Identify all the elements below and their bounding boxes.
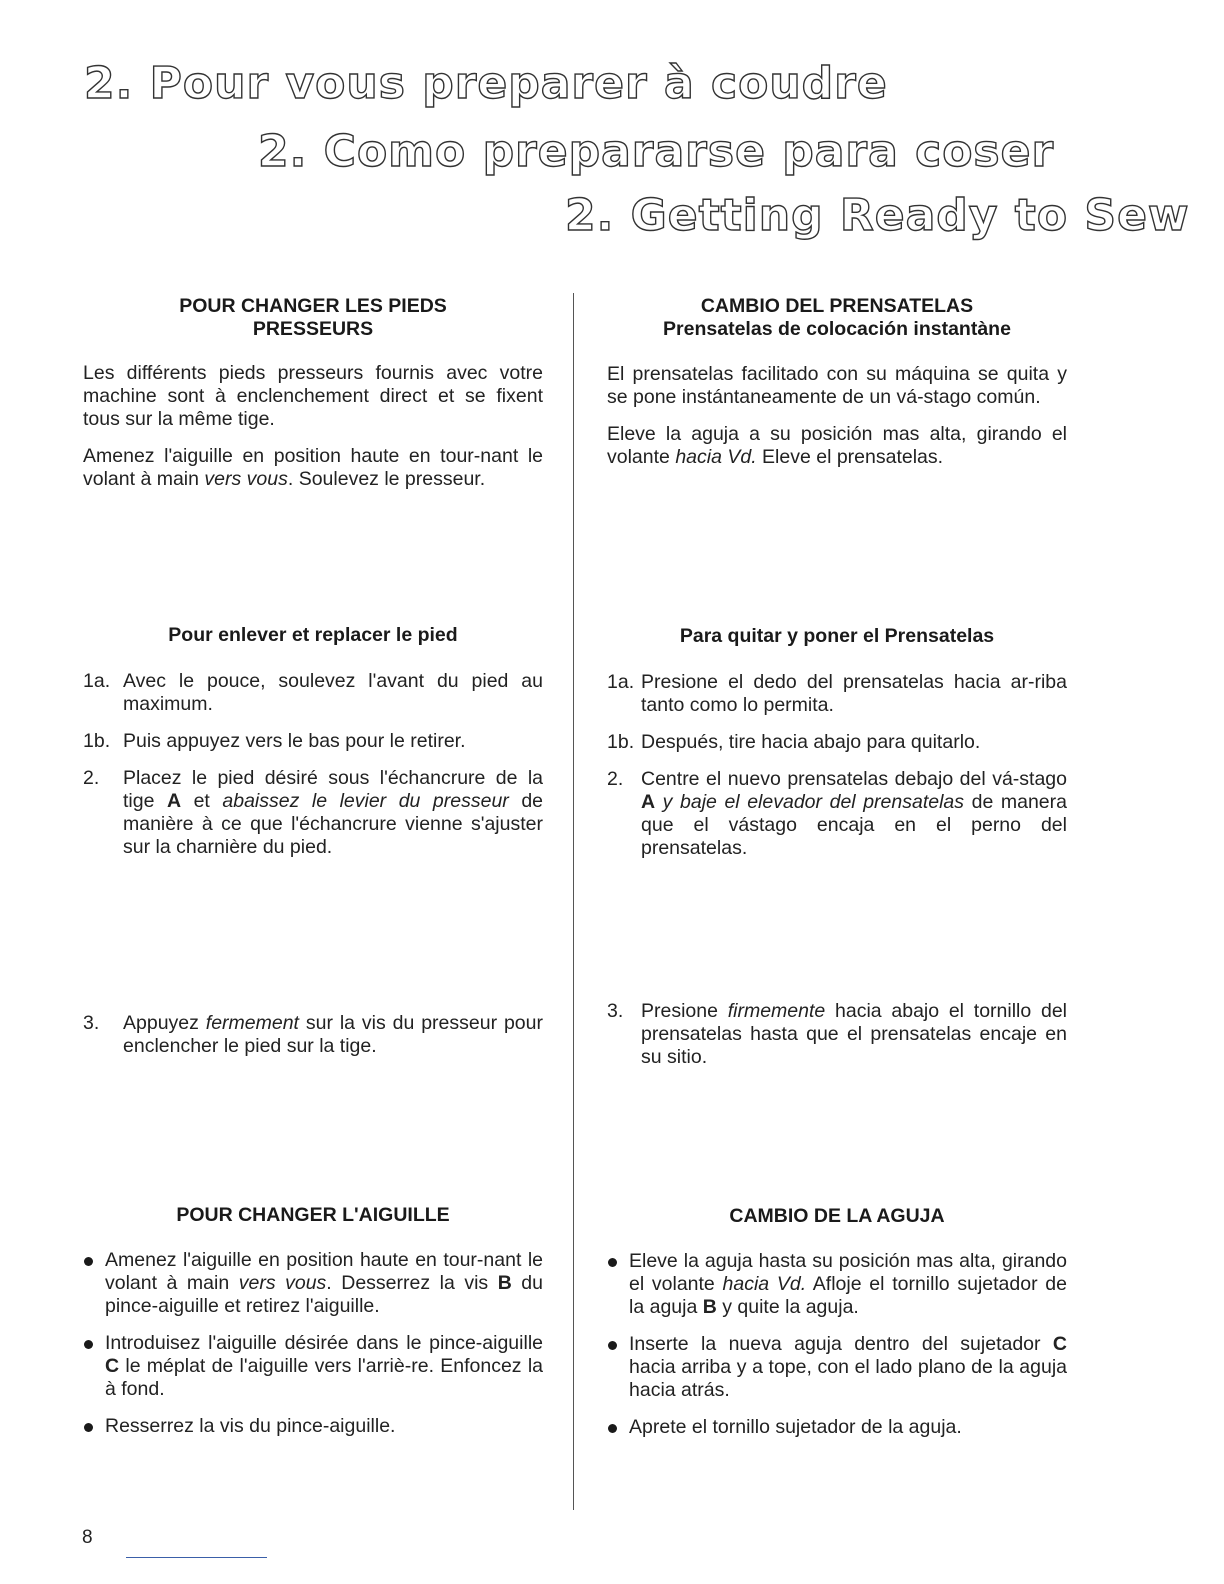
es-step-1a: 1a. Presione el dedo del prensatelas hacia ar-riba tanto como lo permita. [607, 671, 1067, 716]
title-spanish: 2. Como prepararse para coser [258, 126, 1055, 177]
fr-bullet-3: Resserrez la vis du pince-aiguille. [83, 1415, 543, 1438]
es-bullet-3: Aprete el tornillo sujetador de la aguja. [607, 1416, 1067, 1439]
title-french: 2. Pour vous preparer à coudre [84, 58, 888, 109]
es-bullet-1: Eleve la aguja hasta su posición mas alta, girando el volante hacia Vd. Afloje el tornillo sujetador de la aguja B y quite la aguja. [607, 1250, 1067, 1319]
fr-section-presser-feet [83, 295, 543, 505]
bullet-dot-icon [608, 1258, 617, 1267]
es-section-step3 [607, 1000, 1067, 1083]
fr-step-1b: 1b. Puis appuyez vers le bas pour le retirer. [83, 730, 466, 752]
bullet-dot-icon [84, 1340, 93, 1349]
es-heading-needle: CAMBIO DE LA AGUJA [729, 1205, 945, 1227]
fr-heading-remove-foot: Pour enlever et replacer le pied [168, 624, 458, 646]
title-english: 2. Getting Ready to Sew [565, 190, 1190, 241]
bullet-dot-icon [84, 1257, 93, 1266]
bullet-dot-icon [84, 1423, 93, 1432]
es-paragraph-2: Eleve la aguja a su posición mas alta, girando el volante hacia Vd. Eleve el prensatelas. [607, 423, 1067, 468]
es-step-1b: 1b. Después, tire hacia abajo para quitarlo. [607, 731, 981, 753]
column-divider [573, 293, 574, 1510]
fr-bullet-2: Introduisez l'aiguille désirée dans le pince-aiguille C le méplat de l'aiguille vers l'arriè-re. Enfoncez la à fond. [83, 1332, 543, 1401]
fr-step-2: 2. Placez le pied désiré sous l'échancrure de la tige A et abaissez le levier du presseur de manière à ce que l'échancrure vienne s'ajuster sur la charnière du pied. [83, 767, 544, 858]
fr-section-needle [83, 1204, 543, 1452]
es-step-3: 3. Presione firmemente hacia abajo el tornillo del prensatelas hasta que el prensatelas encaje en su sitio. [607, 1000, 1067, 1068]
es-heading-presser-feet: CAMBIO DEL PRENSATELAS Prensatelas de colocación instantàne [663, 295, 1011, 340]
bullet-dot-icon [608, 1424, 617, 1433]
bullet-dot-icon [608, 1341, 617, 1350]
fr-paragraph-1: Les différents pieds presseurs fournis avec votre machine sont à enclenchement direct et se fixent tous sur la même tige. [83, 362, 543, 430]
es-heading-remove-foot: Para quitar y poner el Prensatelas [679, 625, 995, 647]
es-section-needle [607, 1205, 1067, 1453]
fr-section-step3 [83, 1012, 543, 1072]
es-bullet-2: Inserte la nueva aguja dentro del sujetador C hacia arriba y a tope, con el lado plano de la aguja hacia atrás. [607, 1333, 1067, 1402]
footer-rule [126, 1557, 267, 1558]
fr-heading-presser-feet: POUR CHANGER LES PIEDS PRESSEURS [179, 295, 447, 340]
fr-section-remove-foot [83, 624, 543, 873]
fr-step-1a: 1a. Avec le pouce, soulevez l'avant du pied au maximum. [83, 670, 543, 715]
es-section-presser-feet [607, 295, 1067, 483]
fr-step-3: 3. Appuyez fermement sur la vis du presseur pour enclencher le pied sur la tige. [83, 1012, 543, 1057]
page-number: 8 [82, 1527, 93, 1548]
es-paragraph-1: El prensatelas facilitado con su máquina se quita y se pone instántaneamente de un vá-stago común. [607, 363, 1067, 408]
es-section-remove-foot [607, 625, 1067, 874]
fr-bullet-1: Amenez l'aiguille en position haute en tour-nant le volant à main vers vous. Desserrez la vis B du pince-aiguille et retirez l'aiguille. [83, 1249, 543, 1318]
fr-paragraph-2: Amenez l'aiguille en position haute en tour-nant le volant à main vers vous. Soulevez le presseur. [83, 445, 543, 490]
es-step-2: 2. Centre el nuevo prensatelas debajo del vá-stago A y baje el elevador del prensatelas de manera que el vástago encaja en el perno del prensatelas. [607, 768, 1067, 859]
fr-heading-needle: POUR CHANGER L'AIGUILLE [176, 1204, 450, 1226]
